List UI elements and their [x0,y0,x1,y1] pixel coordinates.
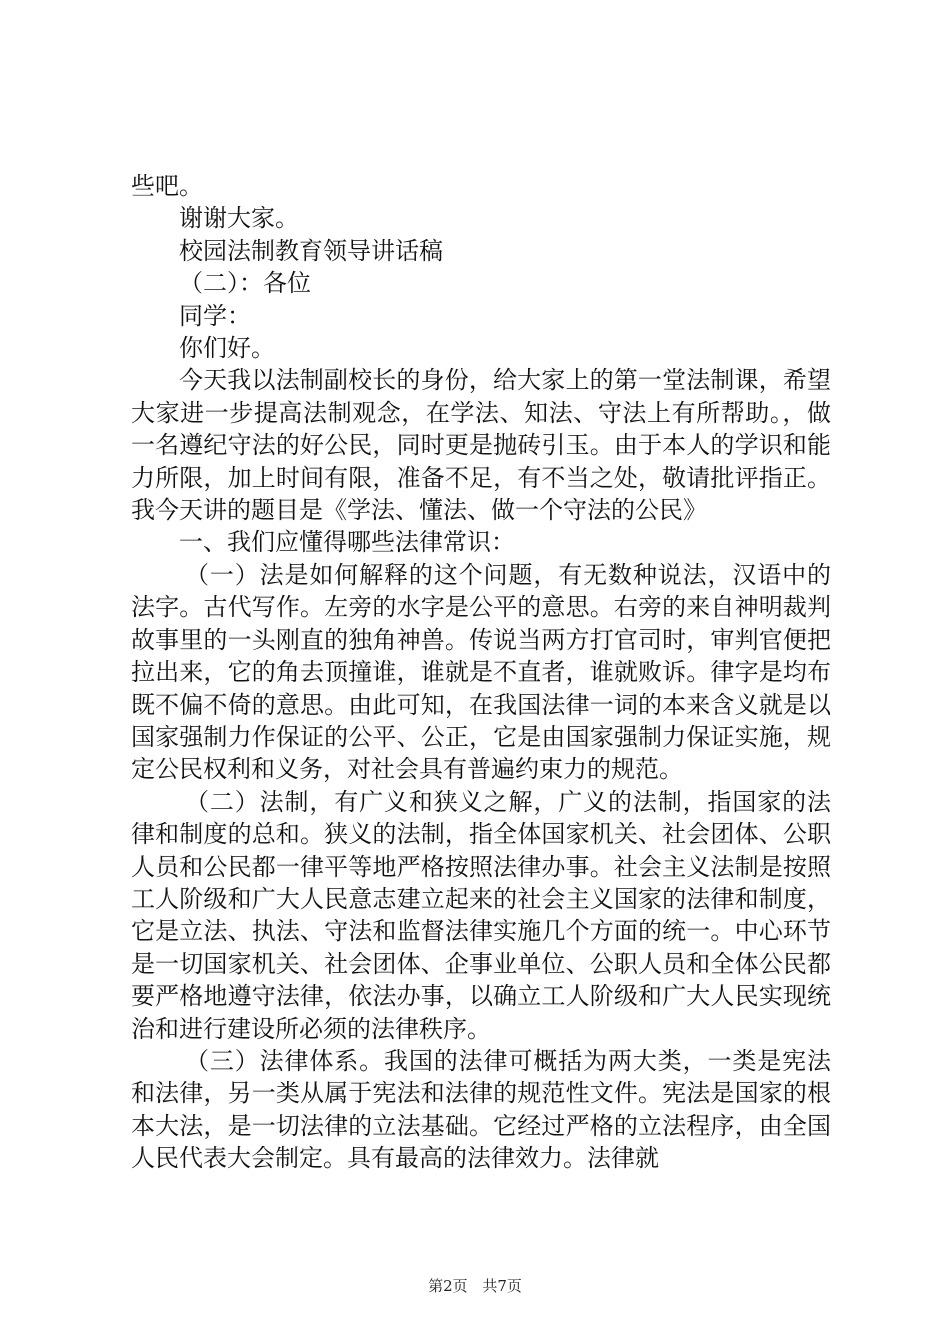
page-number: 第2页 [428,1277,468,1295]
page-footer [0,1276,950,1296]
paragraph-point-1: （一）法是如何解释的这个问题，有无数种说法，汉语中的法字。古代写作。左旁的水字是公平的意思。右旁的来自神明裁判故事里的一头刚直的独角神兽。传说当两方打官司时，审判官便把拉出来，它的角去顶撞谁，谁就是不直者，谁就败诉。律字是均布既不偏不倚的意思。由此可知，在我国法律一词的本来含义就是以国家强制力作保证的公平、公正，它是由国家强制力保证实施，规定公民权利和义务，对社会具有普遍约束力的规范。 [131,560,831,784]
heading-legal-knowledge: 一、我们应懂得哪些法律常识： [179,528,515,557]
greeting: 你们好。 [179,334,275,363]
paragraph-intro: 今天我以法制副校长的身份，给大家上的第一堂法制课，希望大家进一步提高法制观念，在学法、知法、守法上有所帮助。，做一名遵纪守法的好公民，同时更是抛砖引玉。由于本人的学识和能力所限，加上时间有限，准备不足，有不当之处，敬请批评指正。我今天讲的题目是《学法、懂法、做一个守法的公民》 [131,366,831,525]
paragraph-point-2: （二）法制，有广义和狭义之解，广义的法制，指国家的法律和制度的总和。狭义的法制，指全体国家机关、社会团体、公职人员和公民都一律平等地严格按照法律办事。社会主义法制是按照工人阶级和广大人民意志建立起来的社会主义国家的法律和制度，它是立法、执法、守法和监督法律实施几个方面的统一。中心环节是一切国家机关、社会团体、企事业单位、公职人员和全体公民都要严格地遵守法律，依法办事，以确立工人阶级和广大人民实现统治和进行建设所必须的法律秩序。 [131,787,831,1043]
salutation: 同学： [179,301,251,330]
paragraph-continuation: 些吧。 [131,172,203,200]
paragraph-thanks: 谢谢大家。 [179,204,299,233]
paragraph-point-3: （三）法律体系。我国的法律可概括为两大类，一类是宪法和法律，另一类从属于宪法和法律的规范性文件。宪法是国家的根本大法，是一切法律的立法基础。它经过严格的立法程序，由全国人民代表大会制定。具有最高的法律效力。法律就 [131,1046,831,1173]
page-total: 共7页 [482,1277,522,1295]
section-title: 校园法制教育领导讲话稿 [179,236,443,265]
section-subtitle: （二）：各位 [179,269,311,298]
document-body [131,170,831,1175]
